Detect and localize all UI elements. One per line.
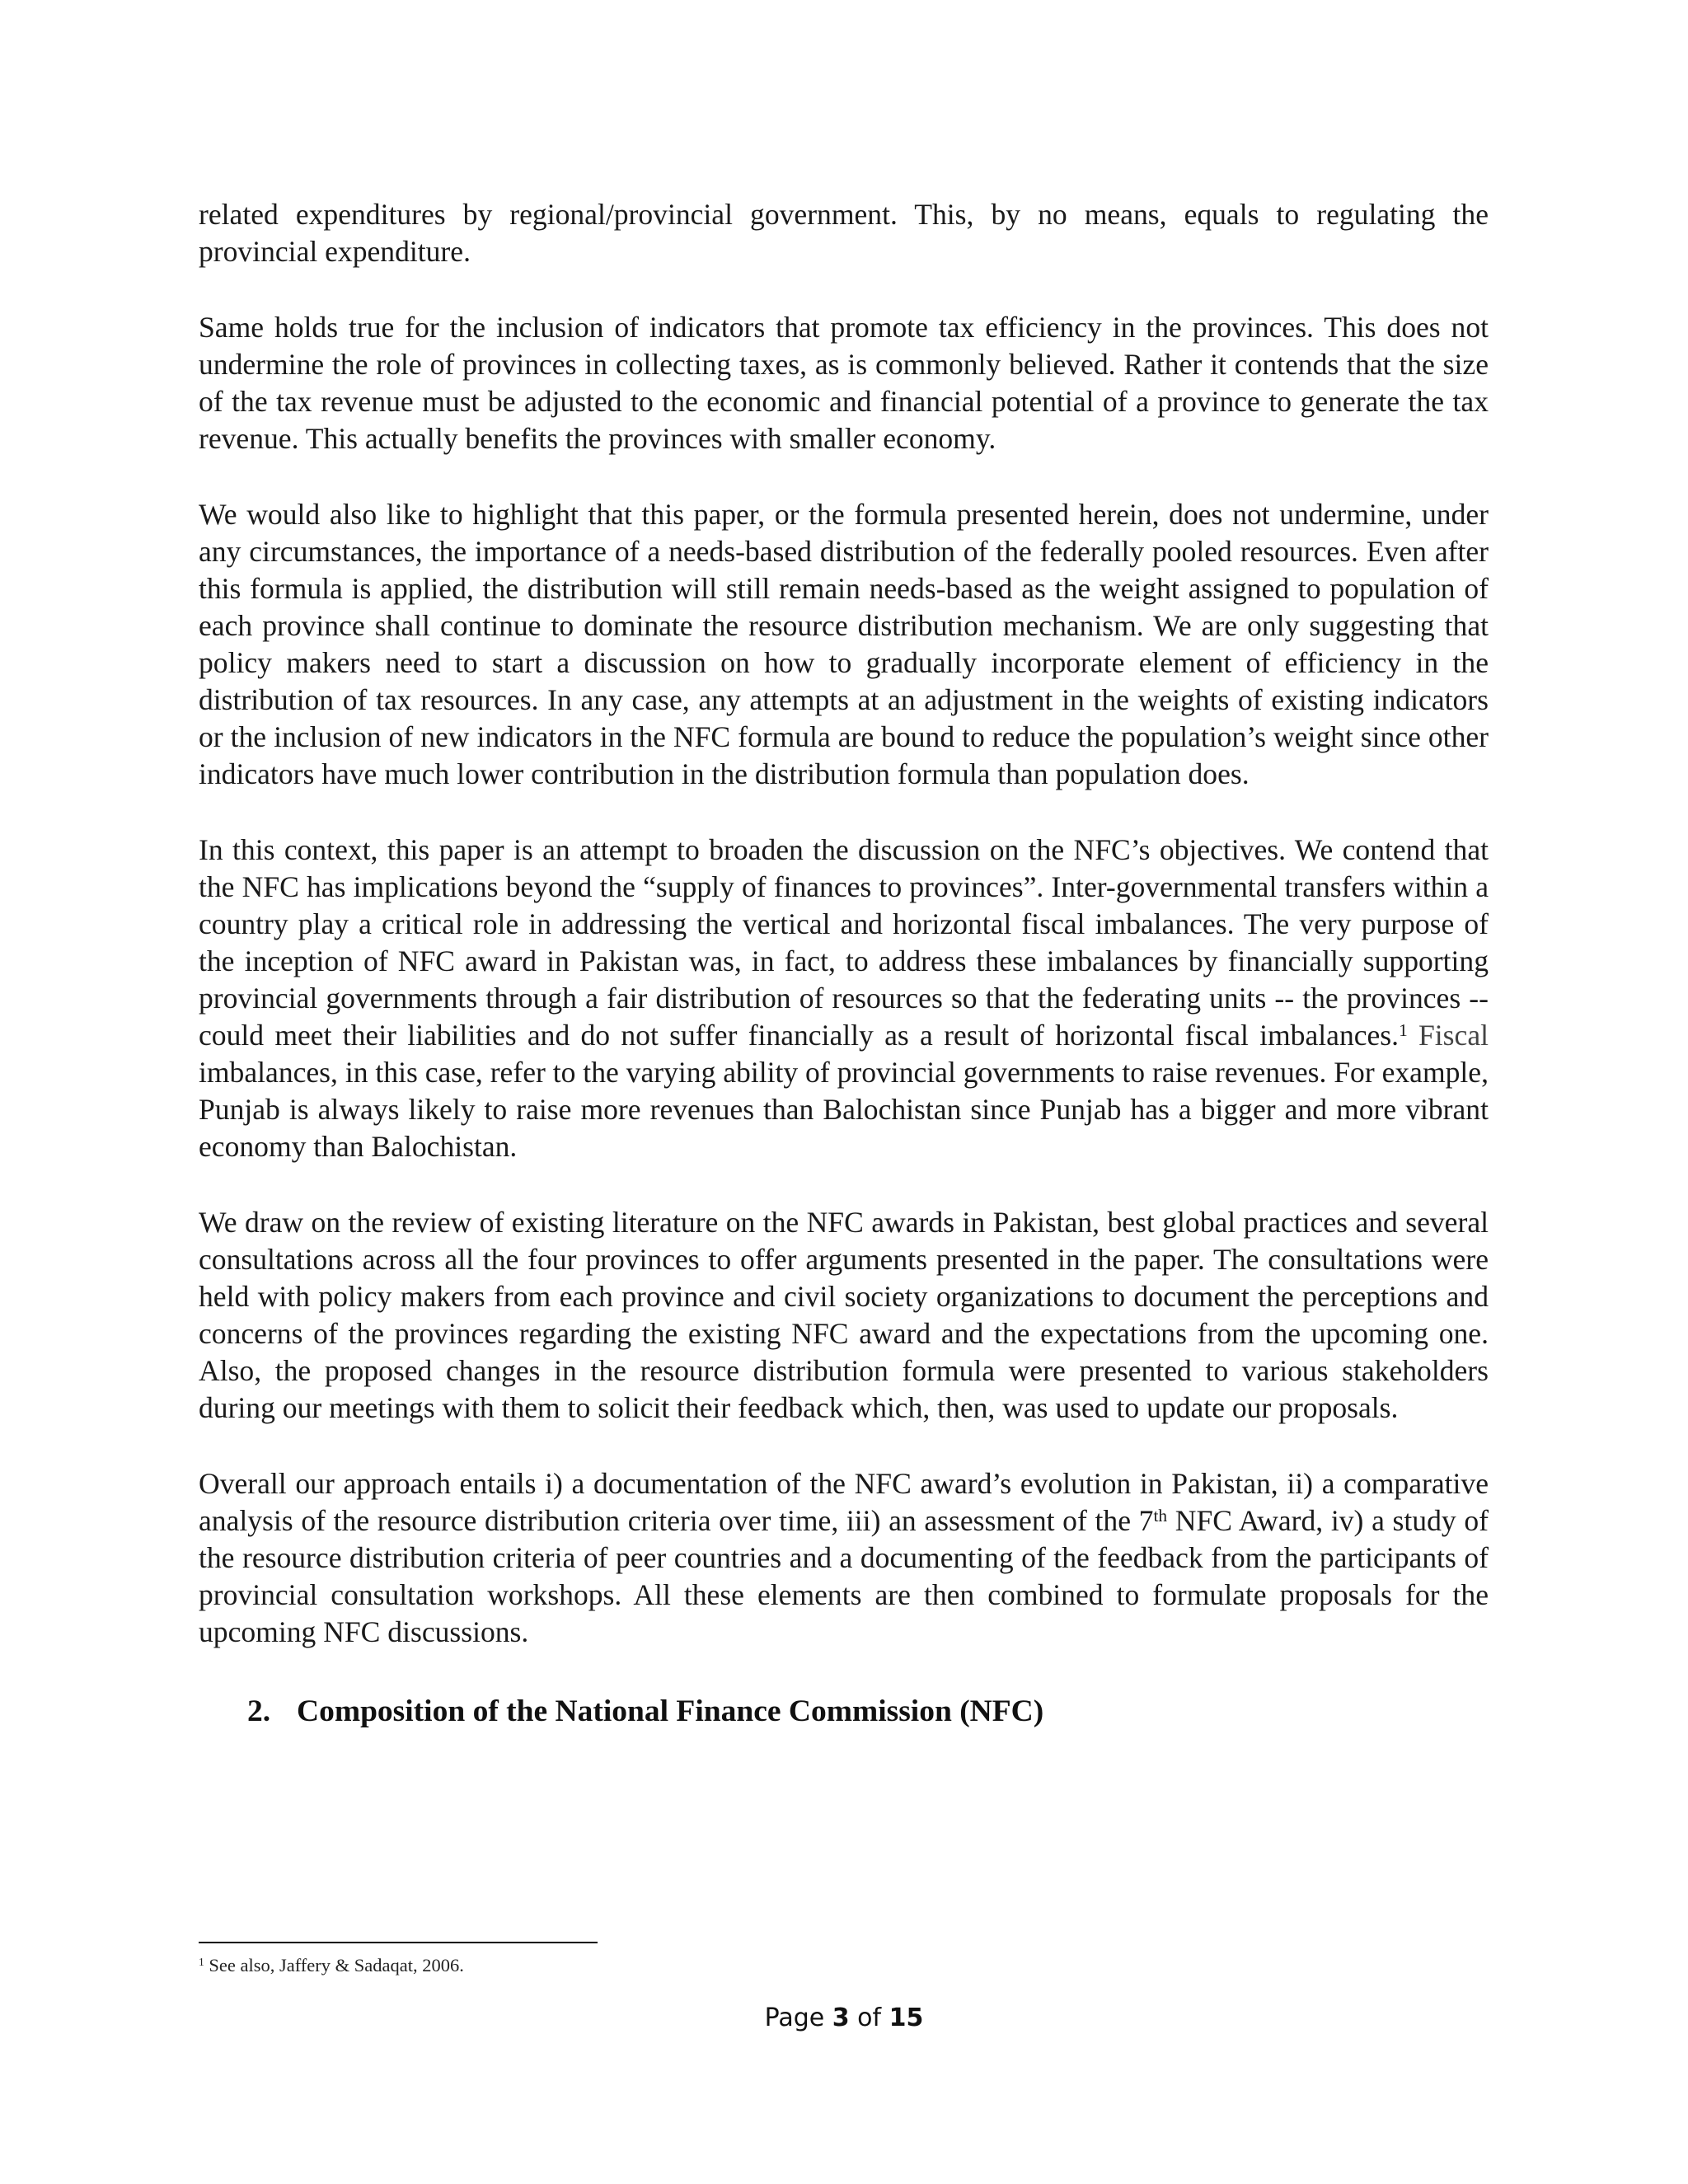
- footnote: [199, 1953, 464, 1978]
- footnote-text: See also, Jaffery & Sadaqat, 2006.: [204, 1955, 464, 1975]
- document-body: [199, 196, 1489, 1732]
- paragraph-4-text-a: In this context, this paper is an attempt to broaden the discussion on the NFC’s objectives. We contend that the NFC has implications beyond the “supply of finances to provinces”. Inter-governmental transfers within a country play a critical role in addressing the vertical and horizontal fiscal imbalances. The very purpose of the inception of NFC award in Pakistan was, in fact, to address these imbalances by financially supporting provincial governments through a fair distribution of resources so that the federating units -- the provinces -- could meet their liabilities and do not suffer financially as a result of horizontal fiscal imbalances.: [199, 833, 1489, 1052]
- ordinal-superscript: th: [1153, 1506, 1168, 1526]
- footnote-reference[interactable]: 1: [1399, 1020, 1408, 1041]
- footnote-marker: 1: [199, 1956, 204, 1969]
- paragraph-5: We draw on the review of existing literature on the NFC awards in Pakistan, best global practices and several consultations across all the four provinces to offer arguments presented in the paper. The consultations were held with policy makers from each province and civil society organizations to document the perceptions and concerns of the provinces regarding the existing NFC award and the expectations from the upcoming one. Also, the proposed changes in the resource distribution formula were presented to various stakeholders during our meetings with them to solicit their feedback which, then, was used to update our proposals.: [199, 1206, 1489, 1424]
- paragraph-2: Same holds true for the inclusion of indicators that promote tax efficiency in the provinces. This does not undermine the role of provinces in collecting taxes, as is commonly believed. Rather it contends that the size of the tax revenue must be adjusted to the economic and financial potential of a province to generate the tax revenue. This actually benefits the provinces with smaller economy.: [199, 311, 1489, 455]
- page-number: [0, 2002, 1688, 2035]
- paragraph-4: [199, 832, 1489, 1165]
- page-number-current: 3: [832, 2004, 850, 2032]
- paragraph-1: related expenditures by regional/provincial government. This, by no means, equals to regulating the provincial expenditure.: [199, 198, 1489, 268]
- footnote-separator: [199, 1942, 598, 1943]
- section-heading: [247, 1692, 1489, 1732]
- section-heading-number: 2.: [247, 1694, 271, 1728]
- paragraph-6: [199, 1465, 1489, 1651]
- paragraph-6-text-a: Overall our approach entails i) a documentation of the NFC award’s evolution in Pakistan, ii) a comparative analysis of the resource distribution criteria over time, iii) an assessment of the 7: [199, 1467, 1489, 1537]
- paragraph-3: We would also like to highlight that this paper, or the formula presented herein, does not undermine, under any circumstances, the importance of a needs-based distribution of the federally pooled resources. Even after this formula is applied, the distribution will still remain needs-based as the weight assigned to population of each province shall continue to dominate the resource distribution mechanism. We are only suggesting that policy makers need to start a discussion on how to gradually incorporate element of efficiency in the distribution of tax resources. In any case, any attempts at an adjustment in the weights of existing indicators or the inclusion of new indicators in the NFC formula are bound to reduce the population’s weight since other indicators have much lower contribution in the distribution formula than population does.: [199, 498, 1489, 790]
- paragraph-4-text-b: Fiscal: [1407, 1019, 1489, 1052]
- section-heading-title: Composition of the National Finance Commission (NFC): [297, 1694, 1044, 1728]
- page-number-total: 15: [889, 2004, 924, 2032]
- page-number-prefix: Page: [764, 2004, 832, 2032]
- paragraph-4-text-c: imbalances, in this case, refer to the varying ability of provincial governments to raise revenues. For example, Punjab is always likely to raise more revenues than Balochistan since Punjab has a bigger and more vibrant economy than Balochistan.: [199, 1056, 1489, 1163]
- page-number-separator: of: [849, 2004, 889, 2032]
- paragraph-6-text-b: NFC Award, iv) a study of the resource distribution criteria of peer countries and a documenting of the feedback from the participants of provincial consultation workshops. All these elements are then combined to formulate proposals for the upcoming NFC discussions.: [199, 1504, 1489, 1648]
